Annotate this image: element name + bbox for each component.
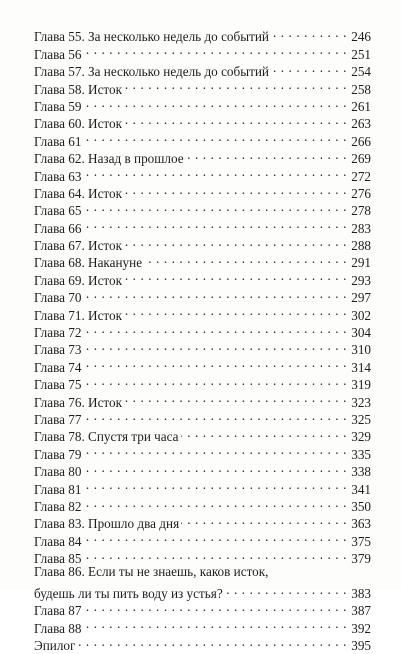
toc-entry-title: Глава 55. За несколько недель до событий	[34, 29, 269, 45]
toc-entry-title-line1: Глава 86. Если ты не знаешь, каков исток,	[34, 564, 269, 580]
toc-entry-page: 395	[351, 638, 371, 654]
toc-entry-title: Глава 64. Исток	[34, 185, 123, 201]
toc-leader-dots	[124, 389, 347, 406]
toc-entry	[34, 424, 371, 445]
toc-entry	[34, 128, 371, 149]
toc-entry-title: Глава 87	[34, 603, 82, 619]
toc-entry-page: 291	[351, 255, 371, 271]
toc-entry-title: Глава 61	[34, 133, 82, 149]
toc-entry	[34, 546, 371, 567]
toc-entry-page: 254	[351, 64, 371, 80]
toc-leader-dots	[83, 407, 347, 424]
toc-leader-dots	[83, 198, 347, 215]
toc-entry-page: 272	[351, 168, 371, 184]
toc-entry-title: Глава 68. Накануне	[34, 255, 143, 271]
toc-entry	[34, 111, 371, 132]
toc-entry-title: Глава 69. Исток	[34, 272, 123, 288]
toc-leader-dots	[83, 494, 347, 511]
toc-leader-dots	[225, 581, 347, 598]
toc-entry-page: 297	[351, 290, 371, 306]
toc-entry	[34, 407, 371, 427]
toc-entry	[34, 615, 371, 636]
toc-entry	[34, 372, 371, 393]
toc-entry-title: Глава 67. Исток	[34, 238, 123, 254]
toc-leader-dots	[144, 250, 347, 267]
toc-entry-page: 387	[351, 603, 371, 619]
toc-leader-dots	[83, 320, 347, 337]
toc-leader-dots	[124, 302, 347, 319]
toc-leader-dots	[124, 267, 347, 284]
toc-entry-title: Глава 75	[34, 377, 82, 393]
toc-leader-dots	[83, 528, 347, 545]
toc-entry	[34, 181, 371, 201]
toc-leader-dots	[124, 233, 347, 250]
toc-entry-page: 266	[351, 133, 371, 149]
toc-entry-two-line	[34, 563, 371, 601]
toc-entry	[34, 302, 371, 323]
toc-entry-page: 261	[351, 98, 371, 114]
toc-entry	[34, 389, 371, 410]
toc-entry	[34, 337, 371, 358]
toc-entry-title: Глава 62. Назад в прошлое	[34, 151, 184, 167]
toc-entry-title-line2: будешь ли ты пить воду из устья?	[34, 585, 223, 601]
toc-entry	[34, 633, 371, 654]
toc-entry	[34, 285, 371, 306]
toc-entry-page: 363	[351, 516, 371, 532]
toc-entry-page: 293	[351, 272, 371, 288]
toc-leader-dots	[186, 146, 347, 163]
toc-entry-page: 338	[351, 464, 371, 480]
toc-leader-dots	[77, 633, 347, 650]
toc-entry-title: Глава 77	[34, 411, 82, 427]
toc-entry-page: 288	[351, 238, 371, 254]
toc-entry	[34, 320, 371, 341]
toc-entry-title: Глава 85	[34, 551, 82, 567]
toc-entry-title: Глава 72	[34, 325, 82, 341]
toc-entry-title: Глава 70	[34, 290, 82, 306]
toc-entry-title: Глава 56	[34, 46, 82, 62]
toc-entry-page: 335	[351, 446, 371, 462]
toc-leader-dots	[124, 181, 347, 198]
toc-leader-dots	[83, 128, 347, 145]
toc-entry-title: Глава 79	[34, 446, 82, 462]
toc-leader-dots	[83, 476, 347, 493]
toc-entry-title: Глава 66	[34, 220, 82, 236]
toc-entry-title: Глава 76. Исток	[34, 394, 123, 410]
toc-entry-title: Глава 80	[34, 464, 82, 480]
toc-entry-title: Глава 88	[34, 620, 82, 636]
toc-entry-page: 329	[351, 429, 371, 445]
toc-entry	[34, 459, 371, 480]
toc-entry-page: 323	[351, 394, 371, 410]
toc-leader-dots	[83, 285, 347, 302]
toc-entry-title: Глава 78. Спустя три часа	[34, 429, 179, 445]
toc-entry-page: 263	[351, 116, 371, 132]
toc-entry-title: Глава 65	[34, 203, 82, 219]
toc-leader-dots	[181, 511, 347, 528]
toc-entry-title: Эпилог	[34, 638, 76, 654]
toc-entry	[34, 163, 371, 184]
toc-leader-dots	[83, 354, 347, 371]
toc-leader-dots	[181, 424, 347, 441]
toc-leader-dots	[83, 441, 347, 458]
toc-leader-dots	[83, 459, 347, 476]
toc-entry	[34, 476, 371, 497]
toc-entry-line2	[34, 581, 371, 601]
toc-entry-page: 375	[351, 533, 371, 549]
toc-entry-page: 283	[351, 220, 371, 236]
toc-entry-page: 379	[351, 551, 371, 567]
toc-entry-page: 302	[351, 307, 371, 323]
toc-entry	[34, 528, 371, 549]
toc-entry-page: 392	[351, 620, 371, 636]
toc-entry-title: Глава 83. Прошло два дня	[34, 516, 180, 532]
toc-entry	[34, 198, 371, 219]
toc-entry	[34, 146, 371, 167]
toc-entry-page: 269	[351, 151, 371, 167]
toc-entry-title: Глава 63	[34, 168, 82, 184]
toc-entry-page: 310	[351, 342, 371, 358]
toc-entry	[34, 59, 371, 80]
toc-entry-page: 258	[351, 81, 371, 97]
toc-leader-dots	[271, 24, 347, 41]
toc-main-list	[34, 24, 371, 567]
toc-entry	[34, 354, 371, 375]
toc-leader-dots	[271, 59, 347, 76]
toc-entry-page: 278	[351, 203, 371, 219]
toc-leader-dots	[124, 111, 347, 128]
toc-entry-title: Глава 58. Исток	[34, 81, 123, 97]
toc-entry-page: 304	[351, 325, 371, 341]
toc-entry-page: 251	[351, 46, 371, 62]
toc-entry-title: Глава 74	[34, 359, 82, 375]
toc-entry	[34, 233, 371, 254]
toc-entry-title: Глава 84	[34, 533, 82, 549]
toc-leader-dots	[83, 615, 347, 632]
toc-leader-dots	[124, 76, 347, 93]
toc-leader-dots	[83, 598, 347, 615]
toc-entry	[34, 215, 371, 236]
toc-entry-page: 246	[351, 29, 371, 45]
toc-entry-page: 383	[351, 585, 371, 601]
toc-entry-page: 314	[351, 359, 371, 375]
toc-entry-title: Глава 57. За несколько недель до событий	[34, 64, 269, 80]
toc-entry-page: 341	[351, 481, 371, 497]
toc-entry-title: Глава 60. Исток	[34, 116, 123, 132]
toc-leader-dots	[83, 546, 347, 563]
toc-entry-title: Глава 82	[34, 498, 82, 514]
toc-entry	[34, 94, 371, 114]
table-of-contents	[34, 24, 371, 654]
toc-leader-dots	[83, 372, 347, 389]
toc-entry-page: 319	[351, 377, 371, 393]
toc-entry	[34, 441, 371, 462]
toc-entry-page: 276	[351, 185, 371, 201]
toc-leader-dots	[83, 41, 347, 58]
toc-tail-list	[34, 598, 371, 654]
toc-leader-dots	[83, 163, 347, 180]
toc-leader-dots	[83, 215, 347, 232]
toc-entry-title: Глава 71. Исток	[34, 307, 123, 323]
toc-entry	[34, 511, 371, 532]
toc-entry-page: 350	[351, 498, 371, 514]
toc-entry-title: Глава 59	[34, 98, 82, 114]
toc-entry-title: Глава 81	[34, 481, 82, 497]
toc-leader-dots	[83, 337, 347, 354]
toc-leader-dots	[83, 94, 347, 111]
toc-entry	[34, 41, 371, 62]
toc-entry-page: 325	[351, 411, 371, 427]
toc-entry-title: Глава 73	[34, 342, 82, 358]
toc-entry	[34, 24, 371, 45]
toc-entry	[34, 494, 371, 514]
toc-entry	[34, 598, 371, 619]
